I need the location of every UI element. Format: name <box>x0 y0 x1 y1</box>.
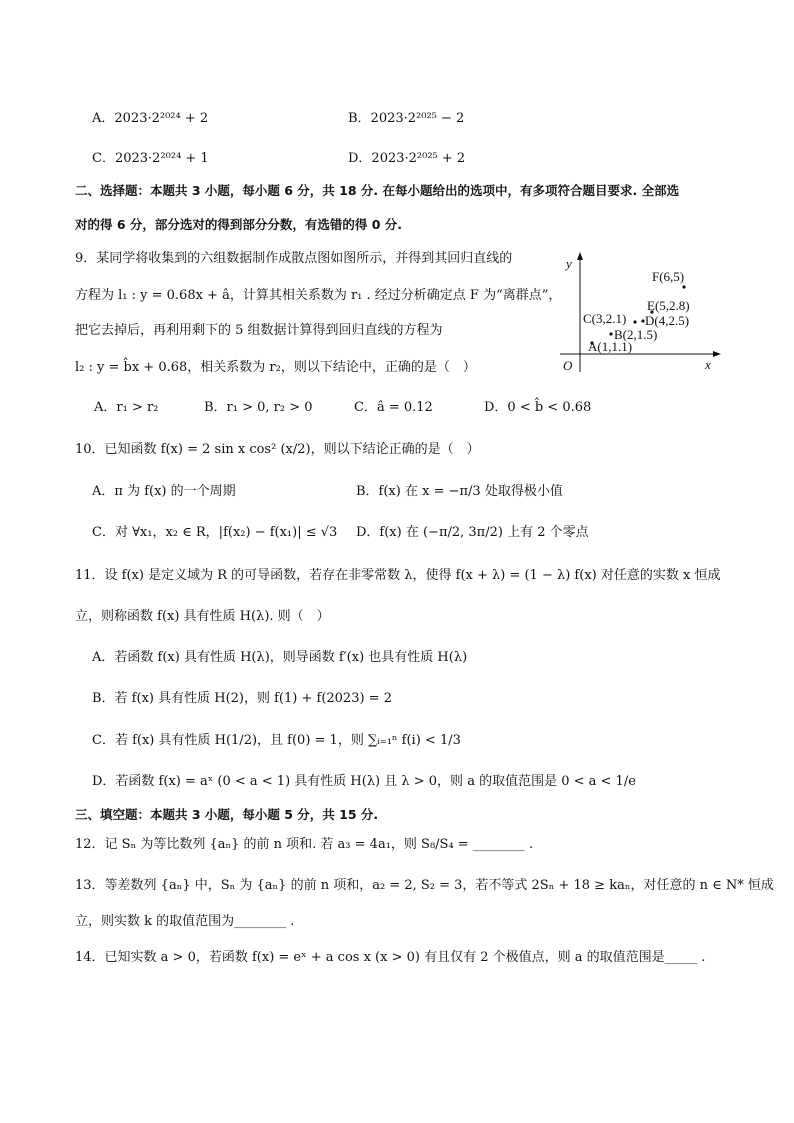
label-e: E(5,2.8) <box>647 298 690 313</box>
y-axis-label: y <box>566 256 572 271</box>
label-d: D(4,2.5) <box>645 313 690 328</box>
q10-option-a: A．π 为 f(x) 的一个周期 <box>92 484 236 499</box>
q13-stem-line1: 13．等差数列 {aₙ} 中，Sₙ 为 {aₙ} 的前 n 项和，a₂ = 2, S₂ = 3，若不等式 2Sₙ + 18 ≥ kaₙ，对任意的 n ∈ N* 恒成 <box>75 878 774 893</box>
x-axis-label: x <box>705 357 711 372</box>
q11-option-c: C．若 f(x) 具有性质 H(1/2)，且 f(0) = 1，则 ∑ᵢ₌₁ⁿ f(i) < 1/3 <box>92 733 461 748</box>
q9-stem-line1: 9．某同学将收集到的六组数据制作成散点图如图所示，并得到其回归直线的 <box>75 251 513 266</box>
q9-option-d: D．0 < b̂ < 0.68 <box>484 400 592 415</box>
q9-stem-line4: l₂ : y = b̂x + 0.68，相关系数为 r₂，则以下结论中，正确的是（ ） <box>75 360 476 375</box>
q10-option-b: B．f(x) 在 x = −π/3 处取得极小值 <box>356 484 563 499</box>
point-b <box>609 332 612 335</box>
q12-text: 12．记 Sₙ 为等比数列 {aₙ} 的前 n 项和. 若 a₃ = 4a₁，则 S₈/S₄ = ________ . <box>75 837 534 852</box>
q11-option-a: A．若函数 f(x) 具有性质 H(λ)，则导函数 f′(x) 也具有性质 H(λ) <box>92 650 468 665</box>
q8-option-d: D．2023·2²⁰²⁵ + 2 <box>348 151 466 166</box>
q14-text: 14．已知实数 a > 0，若函数 f(x) = eˣ + a cos x (x > 0) 有且仅有 2 个极值点，则 a 的取值范围是_____ . <box>75 950 706 965</box>
label-c: C(3,2.1) <box>583 311 627 326</box>
q10-stem: 10．已知函数 f(x) = 2 sin x cos² (x/2)，则以下结论正确的是（ ） <box>75 442 480 457</box>
section2-heading-line2: 对的得 6 分，部分选对的得到部分分数，有选错的得 0 分. <box>75 217 403 232</box>
q9-option-c: C．â = 0.12 <box>354 400 433 415</box>
label-a: A(1,1.1) <box>588 339 633 354</box>
q11-option-d: D．若函数 f(x) = aˣ (0 < a < 1) 具有性质 H(λ) 且 λ > 0，则 a 的取值范围是 0 < a < 1/e <box>92 774 636 789</box>
section3-heading: 三、填空题：本题共 3 小题，每小题 5 分，共 15 分. <box>75 807 379 822</box>
q10-option-c: C．对 ∀x₁，x₂ ∈ R，|f(x₂) − f(x₁)| ≤ √3 <box>92 525 338 540</box>
q11-option-b: B．若 f(x) 具有性质 H(2)，则 f(1) + f(2023) = 2 <box>92 691 392 706</box>
q11-stem-line2: 立，则称函数 f(x) 具有性质 H(λ). 则（ ） <box>75 609 330 624</box>
origin-label: O <box>563 358 573 373</box>
q9-option-b: B．r₁ > 0, r₂ > 0 <box>204 400 313 415</box>
point-f <box>682 285 685 288</box>
point-c <box>633 320 636 323</box>
q9-stem-line2: 方程为 l₁ : y = 0.68x + â，计算其相关系数为 r₁ . 经过分析确定点 F 为“离群点”， <box>75 288 562 303</box>
q13-stem-line2: 立，则实数 k 的取值范围为________ . <box>75 914 295 929</box>
q8-option-c: C．2023·2²⁰²⁴ + 1 <box>92 151 209 166</box>
q9-scatter-figure <box>555 250 725 375</box>
q8-option-b: B．2023·2²⁰²⁵ − 2 <box>348 111 465 126</box>
q11-stem-line1: 11．设 f(x) 是定义域为 R 的可导函数，若存在非零常数 λ，使得 f(x + λ) = (1 − λ) f(x) 对任意的实数 x 恒成 <box>75 568 721 583</box>
label-b: B(2,1.5) <box>614 327 658 342</box>
q9-stem-line3: 把它去掉后，再利用剩下的 5 组数据计算得到回归直线的方程为 <box>75 323 443 338</box>
q9-option-a: A．r₁ > r₂ <box>94 400 159 415</box>
section2-heading-line1: 二、选择题：本题共 3 小题，每小题 6 分，共 18 分. 在每小题给出的选项中，有多项符合题目要求. 全部选 <box>75 183 680 198</box>
q8-option-a: A．2023·2²⁰²⁴ + 2 <box>92 111 209 126</box>
q10-option-d: D．f(x) 在 (−π/2, 3π/2) 上有 2 个零点 <box>356 525 589 540</box>
label-f: F(6,5) <box>652 269 685 284</box>
